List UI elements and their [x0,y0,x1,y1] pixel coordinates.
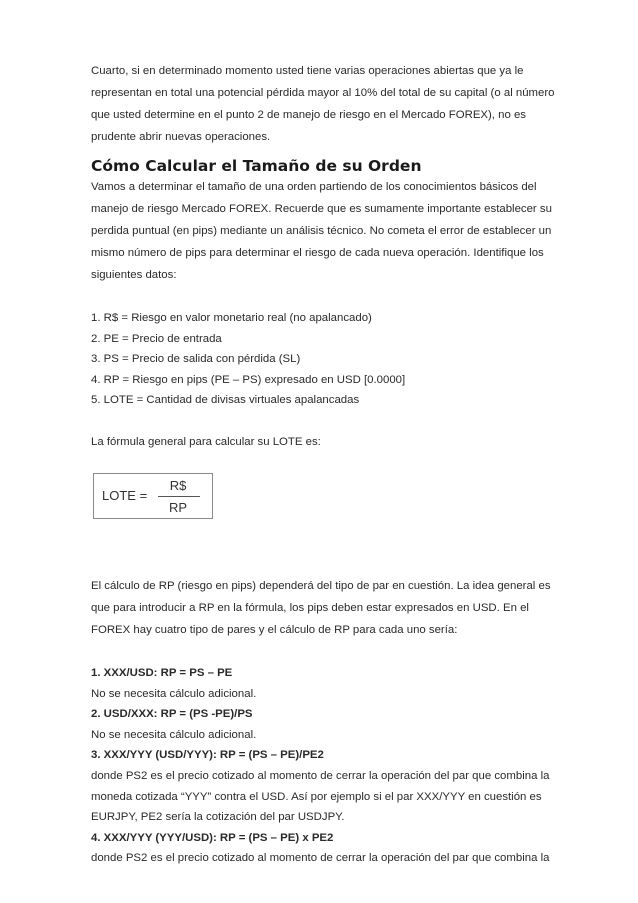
data-list [91,308,561,411]
case-title: 1. XXX/USD: RP = PS – PE [91,666,233,679]
list-item: 1. R$ = Riesgo en valor monetario real (no apalancado) [91,312,372,324]
case-title: 2. USD/XXX: RP = (PS -PE)/PS [91,708,253,721]
list-item: 3. PS = Precio de salida con pérdida (SL) [91,353,301,366]
formula-intro: La fórmula general para calcular su LOTE es: [91,435,321,448]
pair-cases [91,663,561,869]
lot-formula-image [93,473,213,519]
paragraph-order-size-intro: Vamos a determinar el tamaño de una orden partiendo de los conocimientos básicos del manejo de riesgo Mercado FOREX. Recuerde que es sumamente importante establecer su perdida puntual (en pips) mediante un análisis técnico. No cometa el error de establecer un mismo número de pips para determinar el riesgo de cada nueva operación. Identifique los siguientes datos: [91,181,552,281]
formula-lhs: LOTE = [102,487,148,503]
case-title: 4. XXX/YYY (YYY/USD): RP = (PS – PE) x PE2 [91,831,334,844]
formula-denominator: RP [168,499,188,515]
case-text: donde PS2 es el precio cotizado al momento de cerrar la operación del par que combina la [91,852,550,865]
list-item: 5. LOTE = Cantidad de divisas virtuales apalancadas [91,394,360,407]
section-heading: Cómo Calcular el Tamaño de su Orden [91,157,422,175]
case-text: donde PS2 es el precio cotizado al momento de cerrar la operación del par que combina la moneda cotizada “YYY” contra el USD. Así por ejemplo si el par XXX/YYY en cuestión es EURJPY, PE2 sería la cotización del par USDJPY. [91,769,550,824]
paragraph-risk-limit: Cuarto, si en determinado momento usted tiene varias operaciones abiertas que ya le representan en total una potencial pérdida mayor al 10% del total de su capital (o al número que usted determine en el punto 2 de manejo de riesgo en el Mercado FOREX), no es prudente abrir nuevas operaciones. [91,65,555,143]
list-item: 4. RP = Riesgo en pips (PE – PS) expresado en USD [0.0000] [91,373,406,386]
fraction-bar [158,496,200,497]
formula-numerator: R$ [169,477,187,493]
document-page [91,60,561,869]
list-item: 2. PE = Precio de entrada [91,332,222,345]
case-text: No se necesita cálculo adicional. [91,687,257,700]
case-title: 3. XXX/YYY (USD/YYY): RP = (PS – PE)/PE2 [91,749,324,762]
case-text: No se necesita cálculo adicional. [91,728,257,741]
paragraph-rp-calculation: El cálculo de RP (riesgo en pips) dependerá del tipo de par en cuestión. La idea general es que para introducir a RP en la fórmula, los pips deben estar expresados en USD. En el FOREX hay cuatro tipo de pares y el cálculo de RP para cada uno sería: [91,579,551,636]
